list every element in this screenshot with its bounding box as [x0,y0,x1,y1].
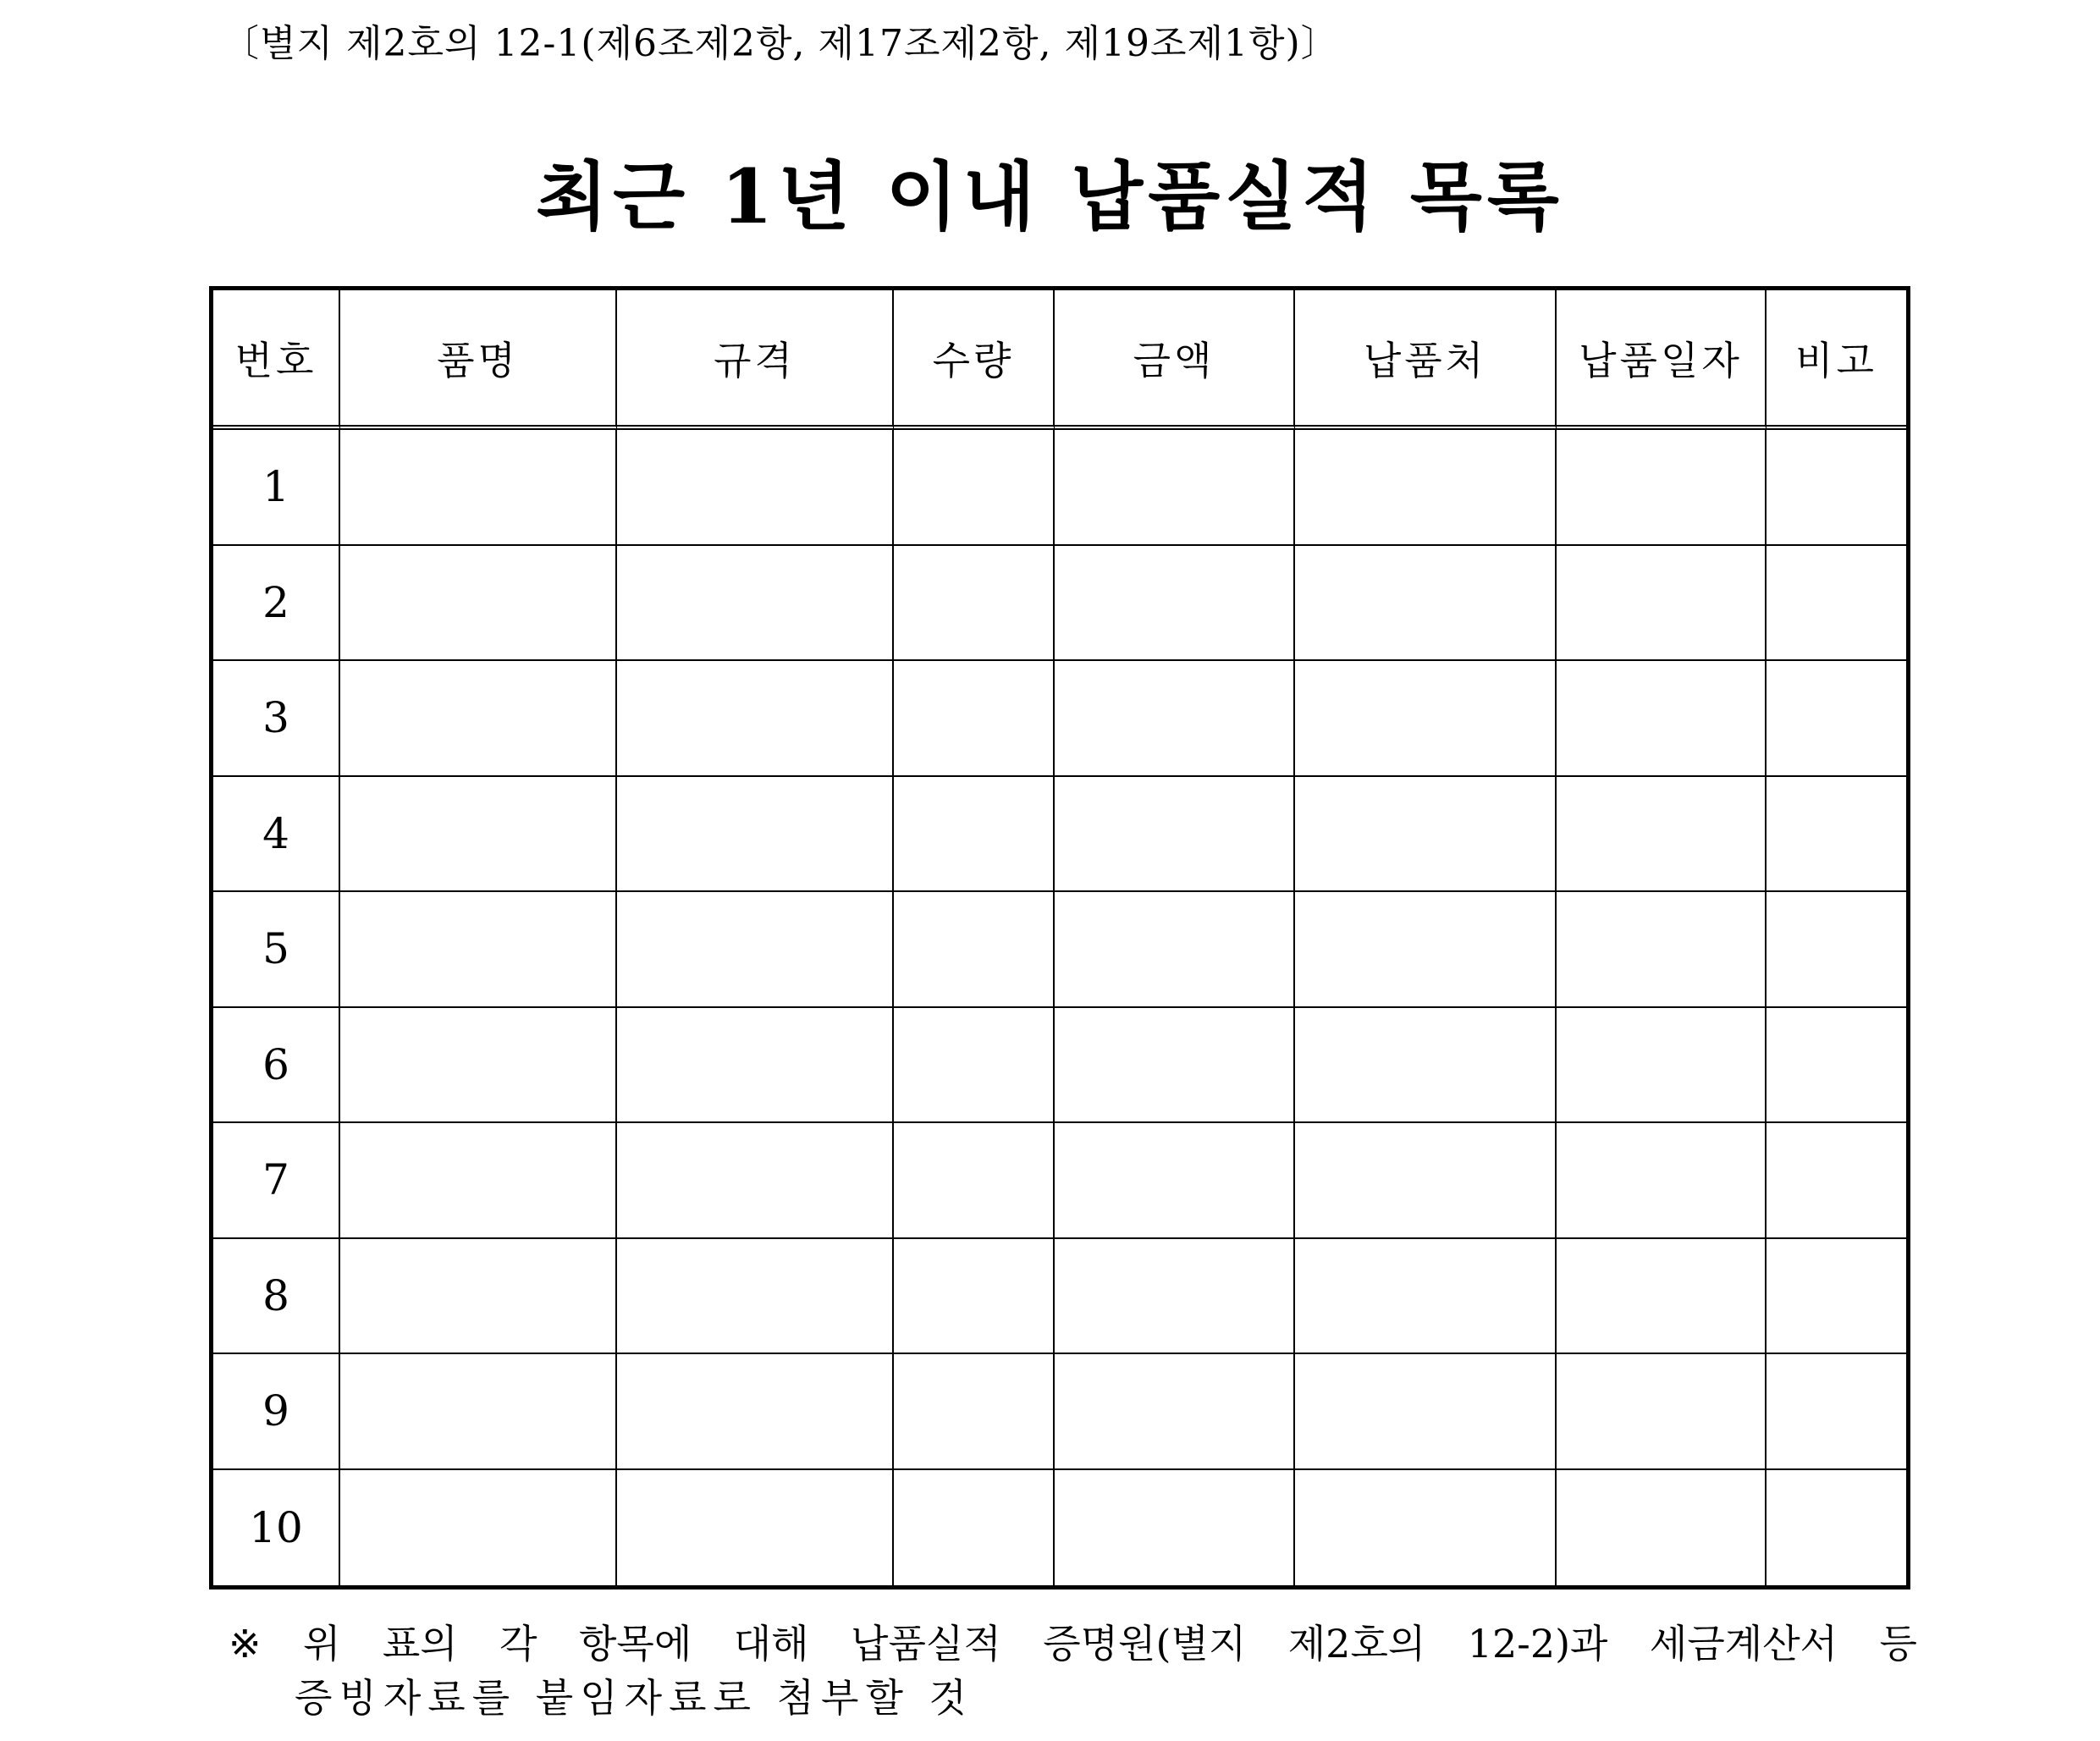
cell-quantity[interactable] [894,892,1055,1008]
cell-specification[interactable] [617,1008,894,1124]
footnote-word: 항목에 [578,1621,692,1667]
form-reference: 〔별지 제2호의 12-1(제6조제2항, 제17조제2항, 제19조제1항)〕 [222,22,1339,65]
cell-amount[interactable] [1055,430,1295,546]
cell-amount[interactable] [1055,661,1295,777]
cell-item-name[interactable] [340,661,617,777]
cell-remarks[interactable] [1767,546,1906,662]
header-remarks: 비고 [1767,290,1906,430]
cell-delivery-destination[interactable] [1295,661,1557,777]
cell-specification[interactable] [617,1354,894,1470]
cell-item-name[interactable] [340,430,617,546]
footnote-word: 증명원(별지 [1043,1621,1247,1667]
cell-remarks[interactable] [1767,661,1906,777]
cell-delivery-date[interactable] [1557,892,1767,1008]
cell-amount[interactable] [1055,1354,1295,1470]
cell-quantity[interactable] [894,1123,1055,1239]
cell-amount[interactable] [1055,892,1295,1008]
cell-delivery-destination[interactable] [1295,546,1557,662]
cell-quantity[interactable] [894,1008,1055,1124]
row-number: 3 [213,661,340,777]
cell-item-name[interactable] [340,1123,617,1239]
cell-remarks[interactable] [1767,892,1906,1008]
cell-item-name[interactable] [340,892,617,1008]
cell-amount[interactable] [1055,777,1295,893]
cell-specification[interactable] [617,661,894,777]
cell-remarks[interactable] [1767,1123,1906,1239]
footnote-word: 위 [302,1621,341,1667]
row-number: 7 [213,1123,340,1239]
cell-quantity[interactable] [894,777,1055,893]
cell-remarks[interactable] [1767,777,1906,893]
row-number: 5 [213,892,340,1008]
header-quantity: 수량 [894,290,1055,430]
footnote [229,1617,1917,1725]
row-number: 4 [213,777,340,893]
cell-delivery-destination[interactable] [1295,1470,1557,1586]
cell-delivery-date[interactable] [1557,1123,1767,1239]
footnote-word: 등 [1879,1621,1917,1667]
header-number: 번호 [213,290,340,430]
cell-delivery-date[interactable] [1557,1008,1767,1124]
cell-delivery-date[interactable] [1557,1354,1767,1470]
cell-specification[interactable] [617,892,894,1008]
row-number: 6 [213,1008,340,1124]
cell-amount[interactable] [1055,1008,1295,1124]
footnote-line-2: 증빙자료를 붙임자료로 첨부할 것 [295,1675,973,1721]
cell-delivery-destination[interactable] [1295,1354,1557,1470]
cell-specification[interactable] [617,1123,894,1239]
cell-delivery-date[interactable] [1557,430,1767,546]
document-title: 최근 1년 이내 납품실적 목록 [536,152,1564,240]
footnote-word: 세금계산서 [1649,1621,1838,1667]
cell-delivery-date[interactable] [1557,1239,1767,1355]
cell-item-name[interactable] [340,777,617,893]
footnote-line-1 [229,1617,1917,1671]
cell-delivery-date[interactable] [1557,1470,1767,1586]
delivery-record-table [209,286,1910,1589]
footnote-word: 제2호의 [1287,1621,1426,1667]
cell-delivery-destination[interactable] [1295,777,1557,893]
header-item-name: 품명 [340,290,617,430]
header-delivery-date: 납품일자 [1557,290,1767,430]
header-specification: 규격 [617,290,894,430]
cell-delivery-destination[interactable] [1295,1239,1557,1355]
cell-quantity[interactable] [894,1354,1055,1470]
cell-delivery-date[interactable] [1557,546,1767,662]
cell-remarks[interactable] [1767,1008,1906,1124]
cell-remarks[interactable] [1767,1470,1906,1586]
cell-quantity[interactable] [894,546,1055,662]
footnote-word: 12-2)과 [1467,1621,1608,1667]
cell-amount[interactable] [1055,1470,1295,1586]
cell-delivery-date[interactable] [1557,661,1767,777]
cell-quantity[interactable] [894,430,1055,546]
cell-delivery-date[interactable] [1557,777,1767,893]
row-number: 1 [213,430,340,546]
row-number: 10 [213,1470,340,1586]
footnote-word: 표의 [382,1621,458,1667]
cell-quantity[interactable] [894,1470,1055,1586]
cell-specification[interactable] [617,430,894,546]
cell-specification[interactable] [617,546,894,662]
cell-delivery-destination[interactable] [1295,892,1557,1008]
footnote-word: 각 [499,1621,537,1667]
cell-delivery-destination[interactable] [1295,1123,1557,1239]
footnote-word: 납품실적 [851,1621,1001,1667]
row-number: 8 [213,1239,340,1355]
cell-specification[interactable] [617,1239,894,1355]
cell-delivery-destination[interactable] [1295,430,1557,546]
cell-item-name[interactable] [340,1354,617,1470]
row-number: 2 [213,546,340,662]
cell-amount[interactable] [1055,1123,1295,1239]
cell-amount[interactable] [1055,1239,1295,1355]
row-number: 9 [213,1354,340,1470]
header-amount: 금액 [1055,290,1295,430]
cell-remarks[interactable] [1767,1239,1906,1355]
cell-delivery-destination[interactable] [1295,1008,1557,1124]
cell-specification[interactable] [617,1470,894,1586]
cell-remarks[interactable] [1767,430,1906,546]
cell-amount[interactable] [1055,546,1295,662]
cell-item-name[interactable] [340,1239,617,1355]
cell-quantity[interactable] [894,661,1055,777]
footnote-word: ※ [229,1621,262,1667]
cell-item-name[interactable] [340,546,617,662]
cell-specification[interactable] [617,777,894,893]
cell-item-name[interactable] [340,1008,617,1124]
cell-quantity[interactable] [894,1239,1055,1355]
footnote-word: 대해 [733,1621,809,1667]
cell-item-name[interactable] [340,1470,617,1586]
header-delivery-destination: 납품처 [1295,290,1557,430]
cell-remarks[interactable] [1767,1354,1906,1470]
